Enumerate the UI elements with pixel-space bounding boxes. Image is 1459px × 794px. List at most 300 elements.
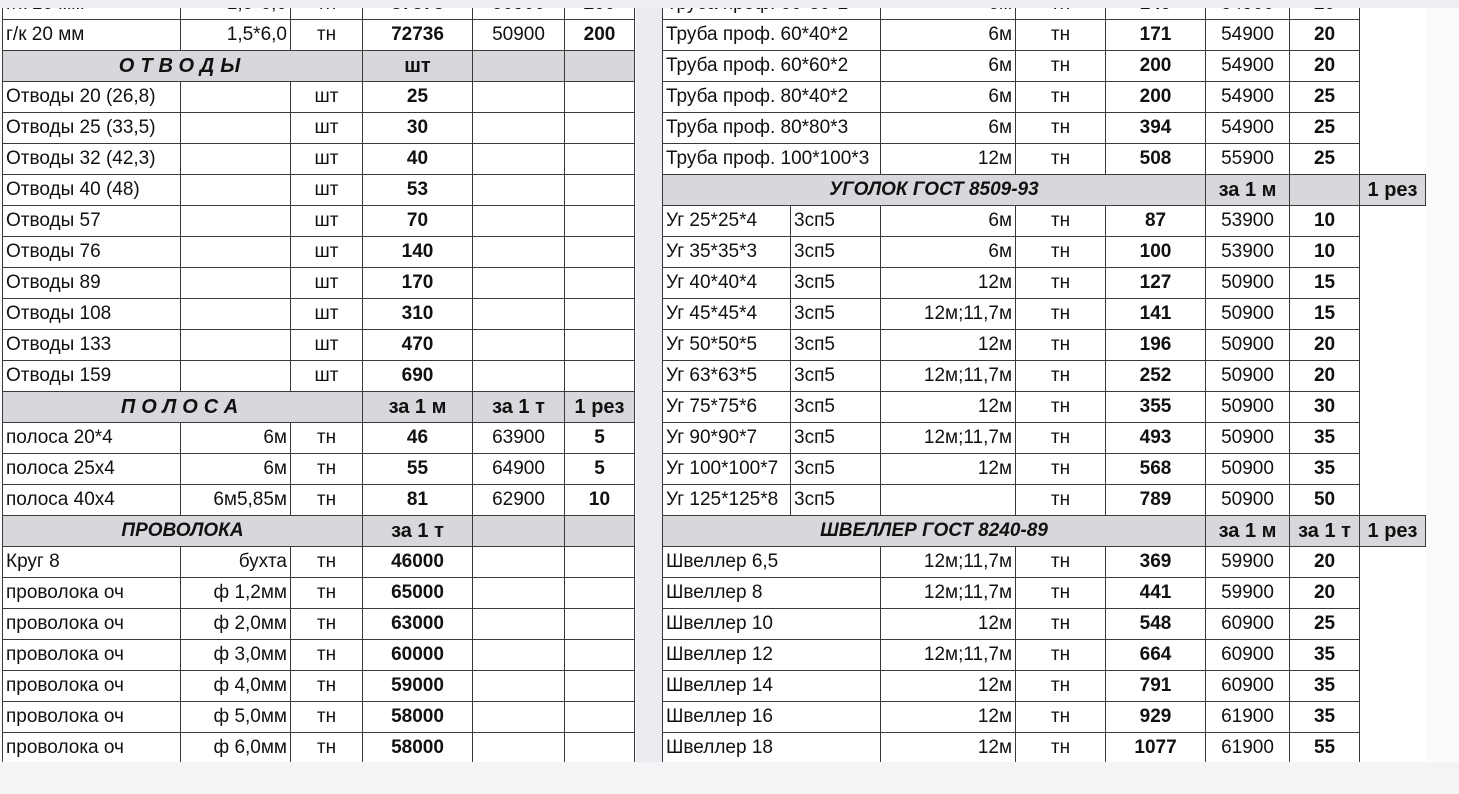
product-unit: шт xyxy=(291,330,363,361)
product-price: 64900 xyxy=(473,454,565,485)
steel-grade: 3сп5 xyxy=(791,392,881,423)
product-weight: 929 xyxy=(1106,702,1206,733)
product-weight: 65000 xyxy=(363,578,473,609)
product-unit: шт xyxy=(291,175,363,206)
product-cut-price: 30 xyxy=(1290,392,1360,423)
product-spec: бухта xyxy=(181,547,291,578)
product-weight: 63000 xyxy=(363,609,473,640)
product-weight: 690 xyxy=(363,361,473,392)
product-weight: 70 xyxy=(363,206,473,237)
price-row xyxy=(663,144,1426,175)
product-weight: 58000 xyxy=(363,733,473,764)
product-cut-price: 20 xyxy=(1290,578,1360,609)
product-cut-price xyxy=(565,268,635,299)
product-cut-price: 35 xyxy=(1290,640,1360,671)
product-weight: 141 xyxy=(1106,299,1206,330)
product-price xyxy=(473,671,565,702)
product-unit: тн xyxy=(1016,702,1106,733)
product-unit: тн xyxy=(1016,268,1106,299)
product-length: 6м xyxy=(881,206,1016,237)
section-title: УГОЛОК ГОСТ 8509-93 xyxy=(663,175,1206,206)
product-cut-price xyxy=(565,671,635,702)
product-weight: 394 xyxy=(1106,113,1206,144)
product-price: 54900 xyxy=(1206,51,1290,82)
product-price xyxy=(473,175,565,206)
product-price xyxy=(473,361,565,392)
product-spec xyxy=(181,206,291,237)
product-weight: 100 xyxy=(1106,237,1206,268)
section-title: ПРОВОЛОКА xyxy=(3,516,363,547)
price-row xyxy=(663,82,1426,113)
product-weight: 548 xyxy=(1106,609,1206,640)
product-price: 59900 xyxy=(1206,578,1290,609)
product-price xyxy=(473,144,565,175)
product-cut-price xyxy=(565,640,635,671)
product-spec: ф 6,0мм xyxy=(181,733,291,764)
product-name: Труба проф. 100*100*3 xyxy=(663,144,881,175)
left-price-table xyxy=(2,0,635,764)
product-price xyxy=(473,299,565,330)
product-weight: 1077 xyxy=(1106,733,1206,764)
header-col-cut: 1 рез xyxy=(1360,516,1426,547)
product-name: Отводы 20 (26,8) xyxy=(3,82,181,113)
steel-grade: 3сп5 xyxy=(791,237,881,268)
product-name: Уг 125*125*8 xyxy=(663,485,791,516)
product-price: 61900 xyxy=(1206,733,1290,764)
scan-top-edge xyxy=(0,0,1459,8)
product-weight: 46 xyxy=(363,423,473,454)
product-weight: 170 xyxy=(363,268,473,299)
product-price: 54900 xyxy=(1206,20,1290,51)
product-cut-price xyxy=(565,609,635,640)
product-spec: ф 3,0мм xyxy=(181,640,291,671)
product-cut-price xyxy=(565,206,635,237)
product-spec: 6м xyxy=(181,454,291,485)
product-weight: 196 xyxy=(1106,330,1206,361)
product-weight: 140 xyxy=(363,237,473,268)
product-unit: тн xyxy=(1016,671,1106,702)
product-unit: тн xyxy=(291,702,363,733)
price-row xyxy=(3,423,635,454)
price-row xyxy=(663,547,1426,578)
price-row xyxy=(663,237,1426,268)
product-weight: 46000 xyxy=(363,547,473,578)
product-name: Отводы 108 xyxy=(3,299,181,330)
product-unit: шт xyxy=(291,113,363,144)
price-row xyxy=(663,454,1426,485)
product-unit: тн xyxy=(291,609,363,640)
price-row xyxy=(3,578,635,609)
product-cut-price: 10 xyxy=(1290,206,1360,237)
product-name: Отводы 89 xyxy=(3,268,181,299)
product-name: Труба проф. 80*40*2 xyxy=(663,82,881,113)
product-name: Отводы 25 (33,5) xyxy=(3,113,181,144)
product-name: проволока оч xyxy=(3,578,181,609)
product-spec: 6м xyxy=(181,423,291,454)
product-cut-price xyxy=(565,82,635,113)
product-length: 12м xyxy=(881,268,1016,299)
product-unit: тн xyxy=(1016,392,1106,423)
product-spec: 1,5*6,0 xyxy=(181,20,291,51)
product-unit: тн xyxy=(1016,454,1106,485)
product-cut-price xyxy=(565,144,635,175)
product-unit: тн xyxy=(291,578,363,609)
product-price: 50900 xyxy=(473,20,565,51)
product-price: 50900 xyxy=(1206,330,1290,361)
price-row xyxy=(663,609,1426,640)
product-weight: 791 xyxy=(1106,671,1206,702)
product-length: 6м xyxy=(881,113,1016,144)
header-col-price xyxy=(473,51,565,82)
product-name: проволока оч xyxy=(3,640,181,671)
steel-grade: 3сп5 xyxy=(791,330,881,361)
product-unit: тн xyxy=(291,547,363,578)
product-unit: тн xyxy=(291,454,363,485)
right-price-table xyxy=(662,0,1426,764)
product-price xyxy=(473,578,565,609)
product-price xyxy=(473,268,565,299)
product-weight: 30 xyxy=(363,113,473,144)
steel-grade: 3сп5 xyxy=(791,423,881,454)
product-unit: тн xyxy=(1016,144,1106,175)
product-weight: 58000 xyxy=(363,702,473,733)
product-weight: 60000 xyxy=(363,640,473,671)
product-price: 50900 xyxy=(1206,361,1290,392)
product-price xyxy=(473,702,565,733)
price-row xyxy=(3,671,635,702)
product-cut-price: 35 xyxy=(1290,702,1360,733)
product-weight: 200 xyxy=(1106,82,1206,113)
product-weight: 40 xyxy=(363,144,473,175)
product-length: 12м xyxy=(881,702,1016,733)
price-row xyxy=(3,454,635,485)
product-length xyxy=(881,485,1016,516)
product-price xyxy=(473,237,565,268)
product-cut-price xyxy=(565,578,635,609)
product-price xyxy=(473,206,565,237)
product-cut-price: 25 xyxy=(1290,609,1360,640)
product-cut-price: 20 xyxy=(1290,361,1360,392)
product-spec: ф 1,2мм xyxy=(181,578,291,609)
product-name: г/к 20 мм xyxy=(3,20,181,51)
product-name: Уг 75*75*6 xyxy=(663,392,791,423)
product-price: 63900 xyxy=(473,423,565,454)
product-price: 50900 xyxy=(1206,423,1290,454)
header-col-per-unit: шт xyxy=(363,51,473,82)
header-col-per-meter: за 1 м xyxy=(1206,175,1290,206)
header-col-price: за 1 т xyxy=(473,392,565,423)
product-length: 12м xyxy=(881,454,1016,485)
header-col-cut: 1 рез xyxy=(1360,175,1426,206)
header-col-per-meter: за 1 м xyxy=(1206,516,1290,547)
product-weight: 789 xyxy=(1106,485,1206,516)
price-row xyxy=(3,299,635,330)
product-weight: 25 xyxy=(363,82,473,113)
product-spec xyxy=(181,113,291,144)
steel-grade: 3сп5 xyxy=(791,268,881,299)
product-name: проволока оч xyxy=(3,733,181,764)
header-col-per-ton xyxy=(1290,175,1360,206)
product-cut-price xyxy=(565,330,635,361)
price-row xyxy=(663,485,1426,516)
product-cut-price: 55 xyxy=(1290,733,1360,764)
product-cut-price: 20 xyxy=(1290,547,1360,578)
product-price: 53900 xyxy=(1206,206,1290,237)
product-name: Труба проф. 60*40*2 xyxy=(663,20,881,51)
section-title: ПОЛОСА xyxy=(3,392,363,423)
price-row xyxy=(3,733,635,764)
product-cut-price xyxy=(565,237,635,268)
price-row xyxy=(663,51,1426,82)
product-weight: 310 xyxy=(363,299,473,330)
price-row xyxy=(3,144,635,175)
section-title: ШВЕЛЛЕР ГОСТ 8240-89 xyxy=(663,516,1206,547)
product-name: Уг 25*25*4 xyxy=(663,206,791,237)
product-length: 12м xyxy=(881,392,1016,423)
product-cut-price: 10 xyxy=(565,485,635,516)
price-row xyxy=(663,330,1426,361)
product-cut-price: 20 xyxy=(1290,20,1360,51)
section-header-row xyxy=(3,516,635,547)
product-unit: тн xyxy=(1016,206,1106,237)
price-row xyxy=(3,82,635,113)
price-row xyxy=(663,113,1426,144)
product-price: 50900 xyxy=(1206,392,1290,423)
product-weight: 81 xyxy=(363,485,473,516)
product-weight: 171 xyxy=(1106,20,1206,51)
product-price xyxy=(473,609,565,640)
product-name: Уг 63*63*5 xyxy=(663,361,791,392)
product-length: 12м;11,7м xyxy=(881,423,1016,454)
product-price xyxy=(473,330,565,361)
product-cut-price: 25 xyxy=(1290,82,1360,113)
price-row xyxy=(663,733,1426,764)
product-name: полоса 40x4 xyxy=(3,485,181,516)
product-unit: тн xyxy=(1016,609,1106,640)
product-name: Швеллер 14 xyxy=(663,671,881,702)
product-name: Труба проф. 80*80*3 xyxy=(663,113,881,144)
product-price: 61900 xyxy=(1206,702,1290,733)
product-name: Отводы 32 (42,3) xyxy=(3,144,181,175)
price-row xyxy=(3,113,635,144)
product-unit: тн xyxy=(1016,51,1106,82)
product-name: проволока оч xyxy=(3,609,181,640)
section-header-row xyxy=(3,51,635,82)
price-row xyxy=(663,299,1426,330)
product-cut-price: 10 xyxy=(1290,237,1360,268)
price-row xyxy=(3,20,635,51)
product-weight: 441 xyxy=(1106,578,1206,609)
product-name: Отводы 159 xyxy=(3,361,181,392)
product-spec xyxy=(181,175,291,206)
product-unit: тн xyxy=(1016,640,1106,671)
product-length: 12м;11,7м xyxy=(881,361,1016,392)
price-row xyxy=(663,423,1426,454)
product-unit: тн xyxy=(291,733,363,764)
price-row xyxy=(3,640,635,671)
product-weight: 252 xyxy=(1106,361,1206,392)
product-weight: 355 xyxy=(1106,392,1206,423)
product-weight: 369 xyxy=(1106,547,1206,578)
product-name: Уг 40*40*4 xyxy=(663,268,791,299)
header-col-cut xyxy=(565,51,635,82)
product-cut-price xyxy=(565,175,635,206)
product-cut-price: 20 xyxy=(1290,330,1360,361)
product-name: Отводы 57 xyxy=(3,206,181,237)
product-cut-price: 35 xyxy=(1290,454,1360,485)
product-price: 50900 xyxy=(1206,299,1290,330)
product-price: 50900 xyxy=(1206,485,1290,516)
product-price: 62900 xyxy=(473,485,565,516)
price-row xyxy=(3,609,635,640)
price-row xyxy=(663,640,1426,671)
product-price: 50900 xyxy=(1206,454,1290,485)
product-unit: шт xyxy=(291,144,363,175)
section-title: ОТВОДЫ xyxy=(3,51,363,82)
product-price xyxy=(473,113,565,144)
header-col-per-unit: за 1 м xyxy=(363,392,473,423)
product-price: 59900 xyxy=(1206,547,1290,578)
product-unit: тн xyxy=(1016,485,1106,516)
header-col-cut xyxy=(565,516,635,547)
product-length: 6м xyxy=(881,237,1016,268)
price-row xyxy=(663,206,1426,237)
product-unit: тн xyxy=(1016,361,1106,392)
product-weight: 55 xyxy=(363,454,473,485)
product-unit: тн xyxy=(1016,330,1106,361)
product-unit: шт xyxy=(291,361,363,392)
steel-grade: 3сп5 xyxy=(791,485,881,516)
product-length: 6м xyxy=(881,51,1016,82)
product-name: проволока оч xyxy=(3,702,181,733)
product-name: Швеллер 12 xyxy=(663,640,881,671)
price-row xyxy=(663,702,1426,733)
product-weight: 664 xyxy=(1106,640,1206,671)
product-price: 53900 xyxy=(1206,237,1290,268)
product-cut-price xyxy=(565,733,635,764)
header-col-cut: 1 рез xyxy=(565,392,635,423)
price-row xyxy=(3,702,635,733)
product-unit: тн xyxy=(1016,299,1106,330)
product-price: 50900 xyxy=(1206,268,1290,299)
price-row xyxy=(3,485,635,516)
product-price xyxy=(473,733,565,764)
product-spec: 6м5,85м xyxy=(181,485,291,516)
product-weight: 568 xyxy=(1106,454,1206,485)
scan-bottom-margin xyxy=(0,762,1459,794)
product-cut-price xyxy=(565,702,635,733)
product-spec: ф 4,0мм xyxy=(181,671,291,702)
product-spec xyxy=(181,82,291,113)
product-spec xyxy=(181,268,291,299)
section-header-row xyxy=(663,516,1426,547)
product-unit: тн xyxy=(1016,82,1106,113)
product-unit: тн xyxy=(291,671,363,702)
product-weight: 200 xyxy=(1106,51,1206,82)
product-unit: тн xyxy=(291,20,363,51)
product-cut-price: 200 xyxy=(565,20,635,51)
product-weight: 72736 xyxy=(363,20,473,51)
product-name: Швеллер 10 xyxy=(663,609,881,640)
product-length: 6м xyxy=(881,20,1016,51)
header-col-price xyxy=(473,516,565,547)
steel-grade: 3сп5 xyxy=(791,454,881,485)
section-header-row xyxy=(663,175,1426,206)
price-row xyxy=(3,237,635,268)
product-unit: тн xyxy=(291,640,363,671)
product-weight: 59000 xyxy=(363,671,473,702)
product-cut-price: 35 xyxy=(1290,671,1360,702)
product-name: Уг 50*50*5 xyxy=(663,330,791,361)
product-cut-price: 20 xyxy=(1290,51,1360,82)
product-price: 55900 xyxy=(1206,144,1290,175)
section-header-row xyxy=(3,392,635,423)
price-row xyxy=(3,175,635,206)
product-weight: 127 xyxy=(1106,268,1206,299)
product-name: проволока оч xyxy=(3,671,181,702)
column-gap xyxy=(636,0,662,762)
product-length: 6м xyxy=(881,82,1016,113)
product-cut-price xyxy=(565,361,635,392)
price-row xyxy=(663,20,1426,51)
product-length: 12м;11,7м xyxy=(881,578,1016,609)
product-name: Труба проф. 60*60*2 xyxy=(663,51,881,82)
product-cut-price: 15 xyxy=(1290,299,1360,330)
header-col-per-unit: за 1 т xyxy=(363,516,473,547)
product-cut-price xyxy=(565,299,635,330)
product-weight: 470 xyxy=(363,330,473,361)
product-length: 12м;11,7м xyxy=(881,547,1016,578)
product-name: Швеллер 16 xyxy=(663,702,881,733)
header-col-per-ton: за 1 т xyxy=(1290,516,1360,547)
product-weight: 87 xyxy=(1106,206,1206,237)
product-spec xyxy=(181,299,291,330)
product-spec xyxy=(181,361,291,392)
product-unit: шт xyxy=(291,299,363,330)
product-length: 12м xyxy=(881,671,1016,702)
product-cut-price xyxy=(565,113,635,144)
price-row xyxy=(663,578,1426,609)
product-name: Отводы 133 xyxy=(3,330,181,361)
product-unit: шт xyxy=(291,206,363,237)
product-length: 12м xyxy=(881,330,1016,361)
product-length: 12м xyxy=(881,609,1016,640)
product-cut-price: 50 xyxy=(1290,485,1360,516)
product-unit: тн xyxy=(1016,733,1106,764)
product-spec: ф 2,0мм xyxy=(181,609,291,640)
product-price xyxy=(473,82,565,113)
product-unit: тн xyxy=(1016,578,1106,609)
steel-grade: 3сп5 xyxy=(791,299,881,330)
product-unit: шт xyxy=(291,82,363,113)
product-unit: тн xyxy=(1016,237,1106,268)
product-name: Отводы 40 (48) xyxy=(3,175,181,206)
product-cut-price: 5 xyxy=(565,423,635,454)
product-name: Уг 45*45*4 xyxy=(663,299,791,330)
product-weight: 493 xyxy=(1106,423,1206,454)
price-row xyxy=(3,547,635,578)
product-name: полоса 25x4 xyxy=(3,454,181,485)
product-cut-price: 15 xyxy=(1290,268,1360,299)
product-unit: тн xyxy=(291,423,363,454)
price-row xyxy=(663,268,1426,299)
product-name: Отводы 76 xyxy=(3,237,181,268)
product-cut-price xyxy=(565,547,635,578)
product-cut-price: 25 xyxy=(1290,144,1360,175)
product-price: 54900 xyxy=(1206,82,1290,113)
product-unit: тн xyxy=(291,485,363,516)
product-name: Швеллер 6,5 xyxy=(663,547,881,578)
